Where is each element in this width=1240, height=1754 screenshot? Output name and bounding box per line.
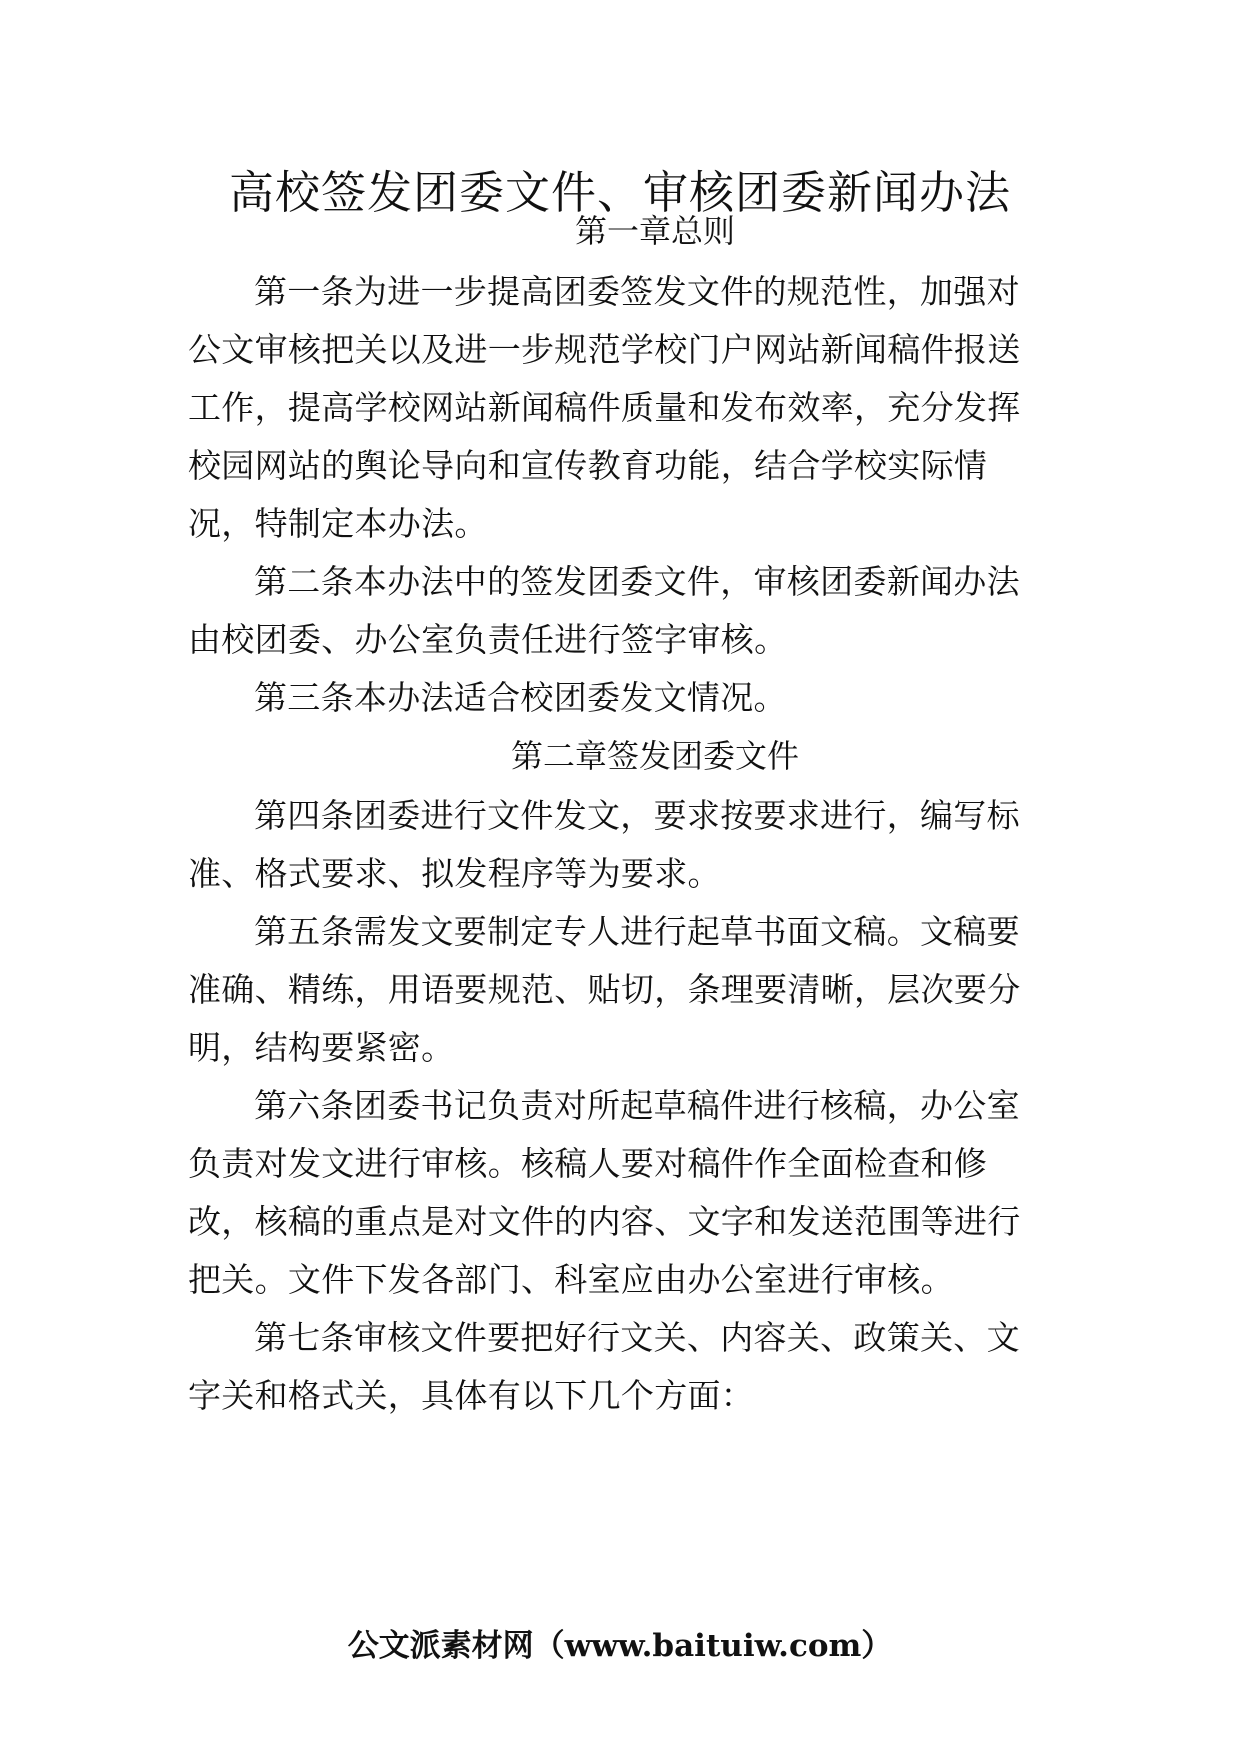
chapter-heading-2: 第二章签发团委文件 [510,737,799,775]
text-line: 明，结构要紧密。 [188,1028,455,1067]
text-line: 准确、精练，用语要规范、贴切，条理要清晰，层次要分 [188,970,1021,1009]
text-line: 第六条团委书记负责对所起草稿件进行核稿，办公室 [254,1086,1020,1125]
text-line: 字关和格式关，具体有以下几个方面： [188,1376,755,1415]
text-line: 准、格式要求、拟发程序等为要求。 [188,854,721,893]
text-line: 负责对发文进行审核。核稿人要对稿件作全面检查和修 [188,1144,988,1183]
text-line: 况，特制定本办法。 [188,504,488,543]
text-line: 由校团委、办公室负责任进行签字审核。 [188,620,788,659]
text-line: 第五条需发文要制定专人进行起草书面文稿。文稿要 [254,912,1020,951]
chapter-heading-1: 第一章总则 [574,212,735,250]
text-line: 第三条本办法适合校团委发文情况。 [254,678,787,717]
text-line: 第四条团委进行文件发文，要求按要求进行，编写标 [254,796,1020,835]
document-title: 高校签发团委文件、审核团委新闻办法 [228,166,1011,219]
text-line: 改，核稿的重点是对文件的内容、文字和发送范围等进行 [188,1202,1021,1241]
text-line: 校园网站的舆论导向和宣传教育功能，结合学校实际情 [188,446,988,485]
text-line: 第一条为进一步提高团委签发文件的规范性，加强对 [254,272,1020,311]
text-line: 第七条审核文件要把好行文关、内容关、政策关、文 [254,1318,1020,1357]
text-line: 工作，提高学校网站新闻稿件质量和发布效率，充分发挥 [188,388,1021,427]
source-footer: 公文派素材网（www.baituiw.com） [347,1628,893,1664]
text-line: 把关。文件下发各部门、科室应由办公室进行审核。 [188,1260,954,1299]
text-line: 公文审核把关以及进一步规范学校门户网站新闻稿件报送 [188,330,1021,369]
text-line: 第二条本办法中的签发团委文件，审核团委新闻办法 [254,562,1020,601]
